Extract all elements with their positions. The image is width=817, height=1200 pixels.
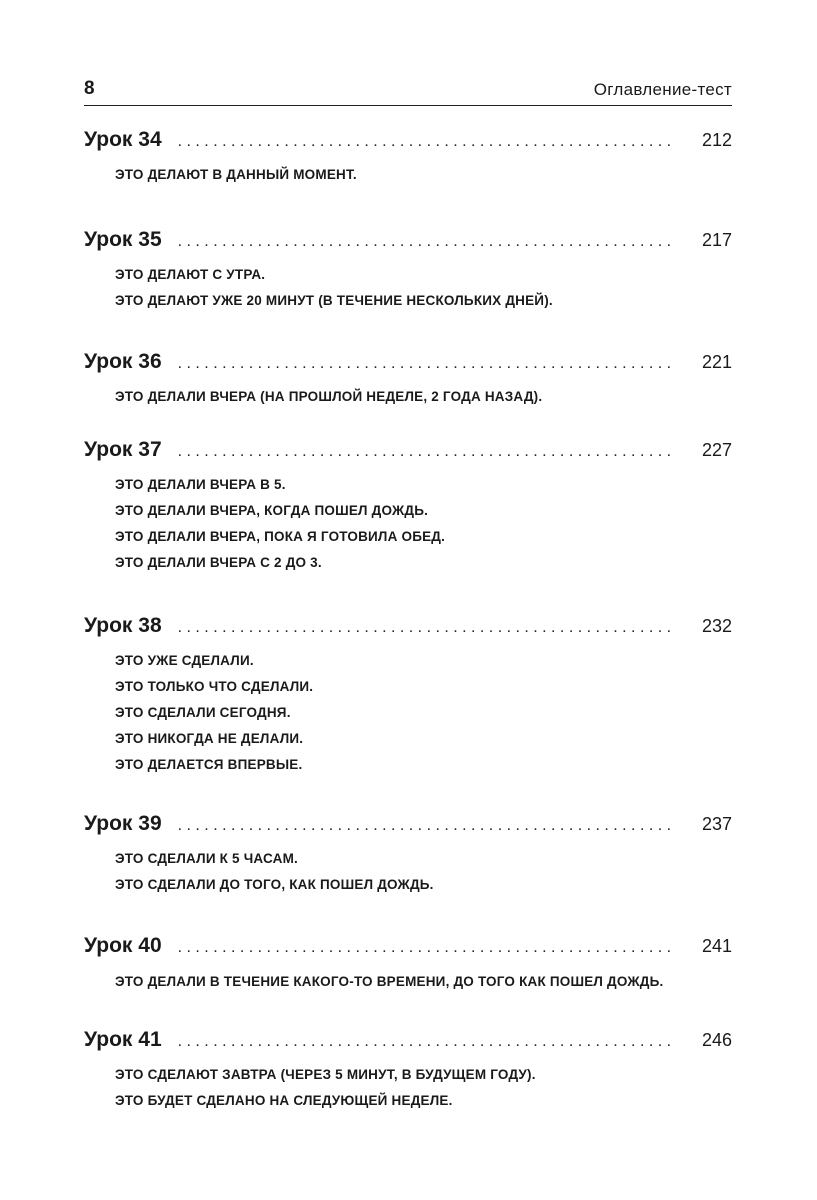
- topic-item: ЭТО СДЕЛАЛИ СЕГОДНЯ.: [115, 705, 291, 720]
- page-reference: 237: [701, 814, 732, 834]
- lesson-title: Урок 38: [84, 614, 162, 637]
- topic-list: [84, 262, 732, 314]
- topic-list: [84, 472, 732, 576]
- page-number: 8: [84, 78, 95, 99]
- page-reference: 232: [701, 616, 732, 636]
- toc-entry-heading: [84, 934, 732, 968]
- toc-entry: [84, 1028, 732, 1114]
- dot-leader: [178, 817, 676, 835]
- lesson-title: Урок 37: [84, 438, 162, 461]
- page-reference: 246: [701, 1030, 732, 1050]
- lesson-title: Урок 39: [84, 812, 162, 835]
- page-reference: 221: [701, 352, 732, 372]
- page-reference: 212: [701, 130, 732, 150]
- topic-item: ЭТО БУДЕТ СДЕЛАНО НА СЛЕДУЮЩЕЙ НЕДЕЛЕ.: [115, 1093, 453, 1108]
- topic-list: [84, 384, 732, 410]
- dot-leader: [178, 443, 676, 461]
- toc-entry-heading: [84, 1028, 732, 1062]
- toc-entry: [84, 812, 732, 898]
- toc-entry-heading: [84, 614, 732, 648]
- topic-item: ЭТО ДЕЛАЛИ ВЧЕРА В 5.: [115, 477, 286, 492]
- lesson-title: Урок 34: [84, 128, 162, 151]
- topic-item: ЭТО СДЕЛАЮТ ЗАВТРА (ЧЕРЕЗ 5 МИНУТ, В БУДУЩЕМ ГОДУ).: [115, 1067, 536, 1082]
- topic-item: ЭТО ДЕЛАЛИ ВЧЕРА (НА ПРОШЛОЙ НЕДЕЛЕ, 2 ГОДА НАЗАД).: [115, 389, 543, 404]
- topic-item: ЭТО ДЕЛАЕТСЯ ВПЕРВЫЕ.: [115, 757, 303, 772]
- toc-entry-heading: [84, 128, 732, 162]
- topic-item: ЭТО ДЕЛАЛИ ВЧЕРА, ПОКА Я ГОТОВИЛА ОБЕД.: [115, 529, 446, 544]
- toc-entry: [84, 228, 732, 314]
- toc-entry: [84, 350, 732, 410]
- topic-item: ЭТО ДЕЛАЮТ УЖЕ 20 МИНУТ (В ТЕЧЕНИЕ НЕСКОЛЬКИХ ДНЕЙ).: [115, 293, 553, 308]
- topic-item: ЭТО ТОЛЬКО ЧТО СДЕЛАЛИ.: [115, 679, 314, 694]
- running-title: Оглавление-тест: [593, 80, 732, 99]
- topic-item: ЭТО ДЕЛАЛИ ВЧЕРА, КОГДА ПОШЕЛ ДОЖДЬ.: [115, 503, 429, 518]
- toc-entry-heading: [84, 812, 732, 846]
- toc-entry: [84, 128, 732, 188]
- dot-leader: [178, 619, 676, 637]
- toc-entry: [84, 438, 732, 576]
- toc-entry: [84, 614, 732, 778]
- page-reference: 241: [701, 936, 732, 956]
- toc-entry-heading: [84, 350, 732, 384]
- topic-item: ЭТО ДЕЛАЛИ В ТЕЧЕНИЕ КАКОГО-ТО ВРЕМЕНИ, ДО ТОГО КАК ПОШЕЛ ДОЖДЬ.: [115, 974, 664, 989]
- page-reference: 227: [701, 440, 732, 460]
- dot-leader: [178, 355, 676, 373]
- topic-list: [84, 648, 732, 778]
- topic-item: ЭТО ДЕЛАЮТ С УТРА.: [115, 267, 266, 282]
- topic-item: ЭТО ДЕЛАЮТ В ДАННЫЙ МОМЕНТ.: [115, 167, 357, 182]
- lesson-title: Урок 36: [84, 350, 162, 373]
- topic-item: ЭТО СДЕЛАЛИ ДО ТОГО, КАК ПОШЕЛ ДОЖДЬ.: [115, 877, 434, 892]
- dot-leader: [178, 1033, 676, 1051]
- topic-list: [84, 846, 732, 898]
- table-of-contents: [84, 128, 732, 1114]
- toc-entry: [84, 934, 732, 996]
- topic-item: ЭТО ДЕЛАЛИ ВЧЕРА С 2 ДО 3.: [115, 555, 322, 570]
- lesson-title: Урок 40: [84, 934, 162, 957]
- toc-entry-heading: [84, 438, 732, 472]
- toc-entry-heading: [84, 228, 732, 262]
- topic-item: ЭТО УЖЕ СДЕЛАЛИ.: [115, 653, 254, 668]
- dot-leader: [178, 133, 676, 151]
- topic-list: [84, 1062, 732, 1114]
- page-header: [84, 76, 732, 106]
- topic-item: ЭТО НИКОГДА НЕ ДЕЛАЛИ.: [115, 731, 304, 746]
- dot-leader: [178, 233, 676, 251]
- topic-item: ЭТО СДЕЛАЛИ К 5 ЧАСАМ.: [115, 851, 298, 866]
- topic-list: [84, 968, 732, 996]
- dot-leader: [178, 939, 676, 957]
- lesson-title: Урок 41: [84, 1028, 162, 1051]
- topic-list: [84, 162, 732, 188]
- lesson-title: Урок 35: [84, 228, 162, 251]
- page-reference: 217: [701, 230, 732, 250]
